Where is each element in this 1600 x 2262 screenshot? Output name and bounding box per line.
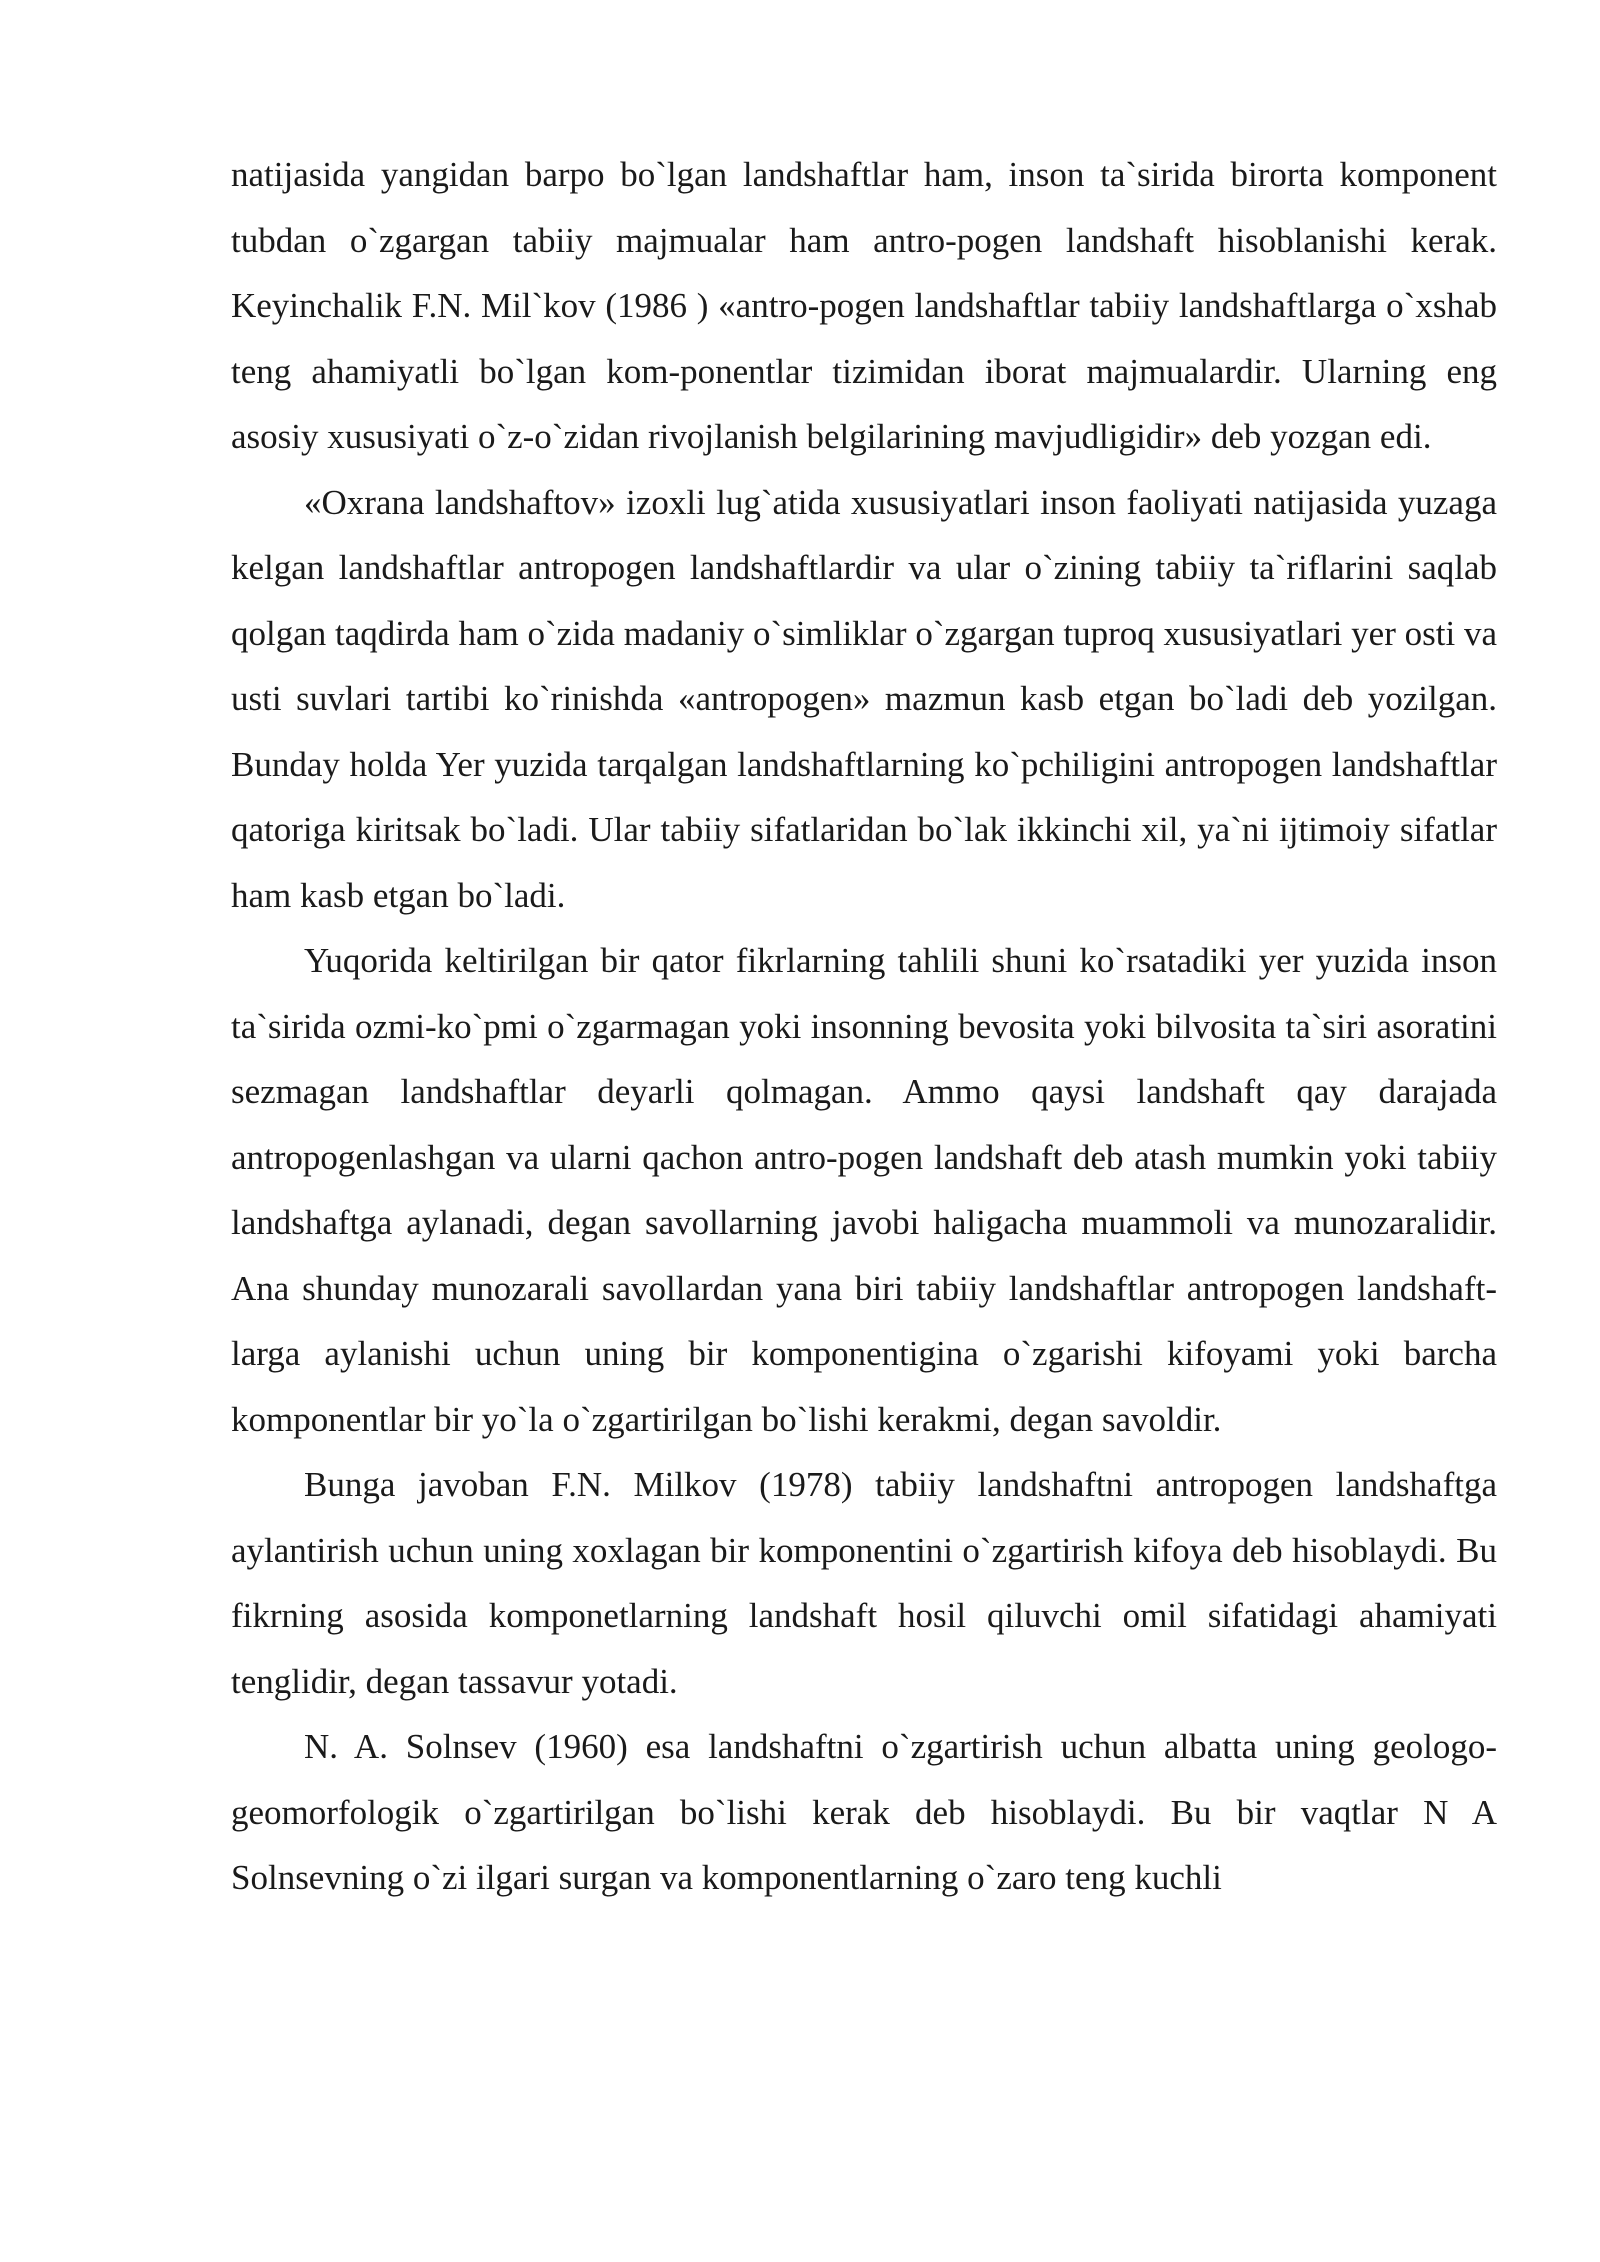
paragraph-1: natijasida yangidan barpo bo`lgan landshaftlar ham, inson ta`sirida birorta komponent tubdan o`zgargan tabiiy majmualar ham antro-pogen landshaft hisoblanishi kerak. Keyinchalik F.N. Mil`kov (1986 ) «antro-pogen landshaftlar tabiiy landshaftlarga o`xshab teng ahamiyatli bo`lgan kom-ponentlar tizimidan iborat majmualardir. Ularning eng asosiy xususiyati o`z-o`zidan rivojlanish belgilarining mavjudligidir» deb yozgan edi. <box>231 155 1497 456</box>
paragraph-2: «Oxrana landshaftov» izoxli lug`atida xususiyatlari inson faoliyati natijasida yuzaga kelgan landshaftlar antropogen landshaftlardir va ular o`zining tabiiy ta`riflarini saqlab qolgan taqdirda ham o`zida madaniy o`simliklar o`zgargan tuproq xususiyatlari yer osti va usti suvlari tartibi ko`rinishda «antropogen» mazmun kasb etgan bo`ladi deb yozilgan. Bunday holda Yer yuzida tarqalgan landshaftlarning ko`pchiligini antropogen landshaftlar qatoriga kiritsak bo`ladi. Ular tabiiy sifatlaridan bo`lak ikkinchi xil, ya`ni ijtimoiy sifatlar ham kasb etgan bo`ladi. <box>231 482 1497 915</box>
document-page <box>231 142 1497 1911</box>
paragraph-4: Bunga javoban F.N. Milkov (1978) tabiiy landshaftni antropogen landshaftga aylantirish uchun uning xoxlagan bir komponentini o`zgartirish kifoya deb hisoblaydi. Bu fikrning asosida komponetlarning landshaft hosil qiluvchi omil sifatidagi ahamiyati tenglidir, degan tassavur yotadi. <box>231 1465 1497 1701</box>
paragraph-3: Yuqorida keltirilgan bir qator fikrlarning tahlili shuni ko`rsatadiki yer yuzida inson ta`sirida ozmi-ko`pmi o`zgarmagan yoki insonning bevosita yoki bilvosita ta`siri asoratini sezmagan landshaftlar deyarli qolmagan. Ammo qaysi landshaft qay darajada antropogenlashgan va ularni qachon antro-pogen landshaft deb atash mumkin yoki tabiiy landshaftga aylanadi, degan savollarning javobi haligacha muammoli va munozaralidir. Ana shunday munozarali savollardan yana biri tabiiy landshaftlar antropogen landshaft-larga aylanishi uchun uning bir komponentigina o`zgarishi kifoyami yoki barcha komponentlar bir yo`la o`zgartirilgan bo`lishi kerakmi, degan savoldir. <box>231 941 1497 1439</box>
paragraph-5: N. A. Solnsev (1960) esa landshaftni o`zgartirish uchun albatta uning geologo-geomorfologik o`zgartirilgan bo`lishi kerak deb hisoblaydi. Bu bir vaqtlar N A Solnsevning o`zi ilgari surgan va komponentlarning o`zaro teng kuchli <box>231 1727 1497 1897</box>
